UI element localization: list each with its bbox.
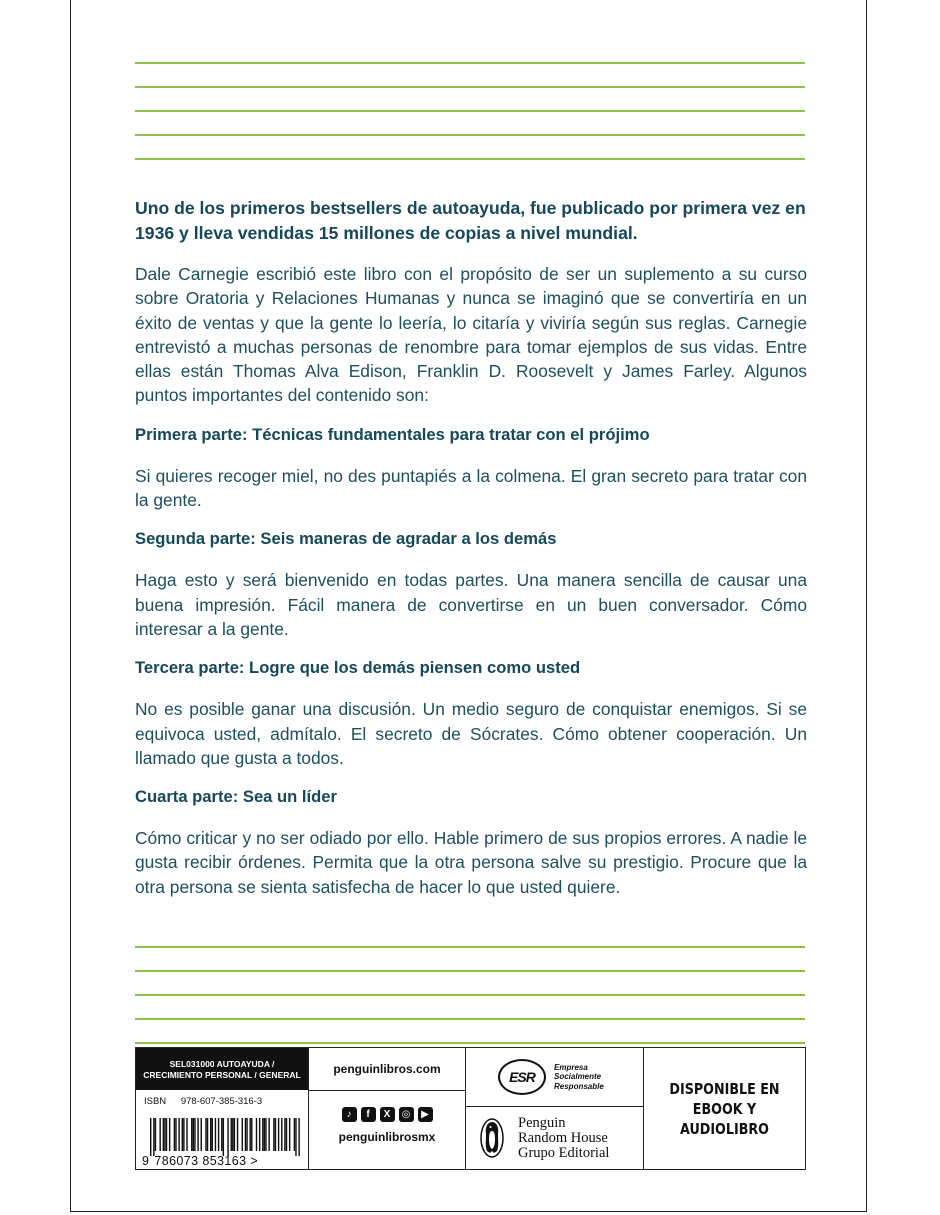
intro-text: Uno de los primeros bestsellers de autoayuda, fue publicado por primera vez en 1936 y lleva vendidas 15 millones de copias a nivel mundial. — [135, 198, 806, 243]
barcode-digits: 9 786073 853163 > — [142, 1154, 259, 1168]
back-cover-text — [135, 196, 807, 915]
publisher-name: Penguin Random House Grupo Editorial — [518, 1114, 610, 1161]
section-heading: Segunda parte: Seis maneras de agradar a los demás — [135, 529, 557, 549]
penguin-icon — [480, 1118, 504, 1158]
availability-text: DISPONIBLE EN EBOOK Y AUDIOLIBRO — [669, 1079, 780, 1138]
category-label: SEL031000 AUTOAYUDA / CRECIMIENTO PERSONAL / GENERAL — [136, 1048, 308, 1090]
web-column — [309, 1048, 466, 1169]
availability-column — [644, 1048, 805, 1169]
section-heading: Cuarta parte: Sea un líder — [135, 787, 337, 807]
barcode-graphic — [150, 1118, 300, 1156]
esr-text: Empresa Socialmente Responsable — [554, 1062, 604, 1091]
section-text: Si quieres recoger miel, no des puntapiés a la colmena. El gran secreto para tratar con la gente. — [135, 465, 807, 511]
section-heading: Tercera parte: Logre que los demás piensen como usted — [135, 658, 581, 678]
isbn-label: ISBN — [144, 1096, 167, 1107]
x-icon[interactable]: X — [380, 1107, 395, 1122]
tiktok-icon[interactable]: ♪ — [342, 1107, 357, 1122]
instagram-icon[interactable]: ◎ — [399, 1107, 414, 1122]
social-handle: penguinlibrosmx — [338, 1130, 436, 1144]
section-heading: Primera parte: Técnicas fundamentales para tratar con el prójimo — [135, 424, 650, 444]
isbn-column — [136, 1048, 309, 1169]
website-link[interactable]: penguinlibros.com — [309, 1048, 465, 1091]
youtube-icon[interactable]: ▶ — [418, 1107, 433, 1122]
esr-logo: ESR — [498, 1059, 546, 1095]
isbn-number: 978-607-385-316-3 — [180, 1096, 263, 1107]
decorative-lines-bottom — [135, 946, 805, 1044]
facebook-icon[interactable]: f — [361, 1107, 376, 1122]
publisher-column — [466, 1048, 644, 1169]
decorative-lines-top — [135, 62, 805, 160]
section-text: Haga esto y será bienvenido en todas partes. Una manera sencilla de causar una buena impresión. Fácil manera de convertirse en un buen conversador. Cómo interesar a la gente. — [135, 570, 807, 639]
isbn-line — [136, 1090, 308, 1107]
publisher-logo — [466, 1107, 643, 1169]
section-text: No es posible ganar una discusión. Un medio seguro de conquistar enemigos. Si se equivoca usted, admítalo. El secreto de Sócrates. Cómo obtener cooperación. Un llamado que gusta a todos. — [135, 699, 807, 768]
barcode — [150, 1118, 300, 1156]
social-icons — [309, 1107, 465, 1122]
esr-badge — [466, 1048, 643, 1107]
description-text: Dale Carnegie escribió este libro con el propósito de ser un suplemento a su curso sobre Oratoria y Relaciones Humanas y nunca se imaginó que se convertiría en un éxito de ventas y que la gente lo leería, lo citaría y viviría según sus reglas. Carnegie entrevistó a muchas personas de renombre para tomar ejemplos de sus vidas. Entre ellas están Thomas Alva Edison, Franklin D. Roosevelt y James Farley. Algunos puntos importantes del contenido son: — [135, 264, 807, 406]
section-text: Cómo criticar y no ser odiado por ello. Hable primero de sus propios errores. A nadie le gusta recibir órdenes. Permita que la otra persona salve su prestigio. Procure que la otra persona se sienta satisfecha de hacer lo que usted quiere. — [135, 828, 807, 897]
footer-info-box — [135, 1047, 806, 1170]
